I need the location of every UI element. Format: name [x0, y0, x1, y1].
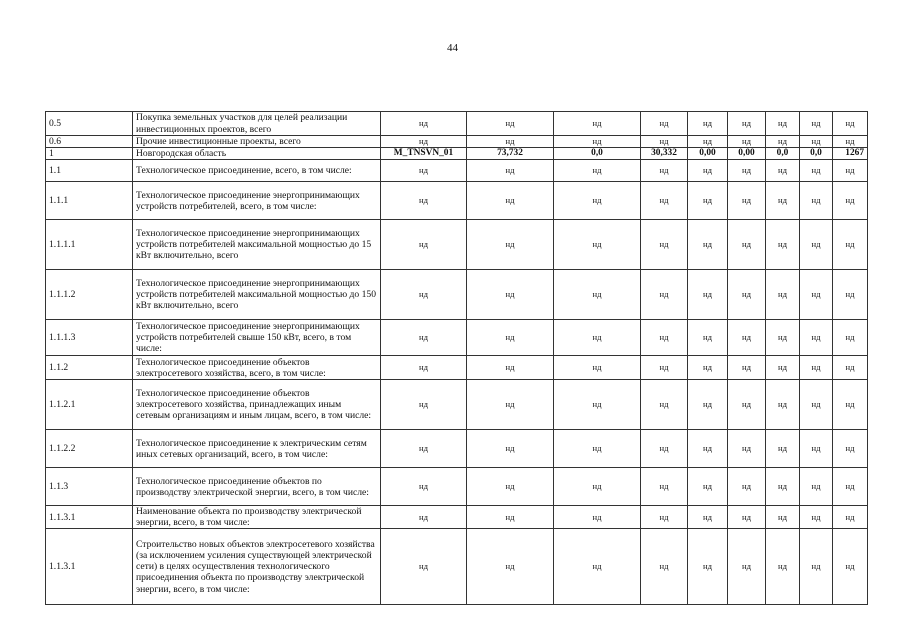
row-value: нд — [641, 529, 688, 605]
row-value: нд — [554, 112, 641, 136]
row-value: нд — [728, 270, 766, 320]
row-value: нд — [381, 136, 467, 148]
row-value: нд — [554, 182, 641, 220]
table-row — [46, 182, 868, 220]
row-value: нд — [766, 112, 800, 136]
row-value: нд — [467, 182, 554, 220]
row-value: 0,0 — [800, 148, 833, 160]
row-value: нд — [467, 270, 554, 320]
investment-table — [45, 111, 868, 605]
row-value: нд — [766, 220, 800, 270]
row-value: нд — [381, 506, 467, 529]
row-value: нд — [766, 529, 800, 605]
row-value: нд — [688, 356, 728, 380]
table-row — [46, 270, 868, 320]
row-value: нд — [800, 506, 833, 529]
row-value: нд — [688, 112, 728, 136]
row-value: нд — [554, 380, 641, 430]
row-name: Технологическое присоединение объектов электросетевого хозяйства, всего, в том числе: — [133, 356, 381, 380]
row-value: нд — [641, 356, 688, 380]
table-row — [46, 356, 868, 380]
row-value: нд — [766, 270, 800, 320]
row-value: нд — [833, 430, 868, 468]
row-value: нд — [381, 270, 467, 320]
row-value: нд — [381, 220, 467, 270]
row-value: нд — [800, 182, 833, 220]
table-row — [46, 160, 868, 182]
row-value: нд — [688, 160, 728, 182]
row-value: нд — [728, 356, 766, 380]
row-value: нд — [800, 220, 833, 270]
table-row — [46, 112, 868, 136]
row-value: нд — [554, 356, 641, 380]
row-value: нд — [641, 430, 688, 468]
row-value: нд — [688, 506, 728, 529]
row-value: нд — [833, 182, 868, 220]
row-value: M_TNSVN_01 — [381, 148, 467, 160]
row-code: 1.1.1 — [46, 182, 133, 220]
row-name: Технологическое присоединение, всего, в том числе: — [133, 160, 381, 182]
row-name: Технологическое присоединение энергопринимающих устройств потребителей свыше 150 кВт, всего, в том числе: — [133, 320, 381, 356]
row-value: нд — [467, 160, 554, 182]
row-name: Строительство новых объектов электросетевого хозяйства (за исключением усиления существующей электрической сети) в целях осуществления технологического присоединения объекта по производству электрической энергии, всего, в том числе: — [133, 529, 381, 605]
row-value: нд — [381, 430, 467, 468]
row-value: нд — [800, 380, 833, 430]
row-code: 1.1.1.2 — [46, 270, 133, 320]
row-value: нд — [833, 136, 868, 148]
row-code: 0.6 — [46, 136, 133, 148]
page-number: 44 — [447, 42, 458, 54]
row-value: нд — [554, 220, 641, 270]
row-code: 1.1.1.3 — [46, 320, 133, 356]
row-value: нд — [728, 160, 766, 182]
row-value: нд — [554, 529, 641, 605]
row-value: нд — [467, 380, 554, 430]
row-value: нд — [688, 182, 728, 220]
table-row — [46, 320, 868, 356]
table-row — [46, 529, 868, 605]
row-value: нд — [688, 220, 728, 270]
row-value: нд — [554, 506, 641, 529]
row-name: Технологическое присоединение объектов по производству электрической энергии, всего, в том числе: — [133, 468, 381, 506]
row-value: нд — [833, 506, 868, 529]
row-value: нд — [467, 356, 554, 380]
row-value: нд — [554, 160, 641, 182]
row-name: Технологическое присоединение к электрическим сетям иных сетевых организаций, всего, в том числе: — [133, 430, 381, 468]
row-code: 1.1.2.2 — [46, 430, 133, 468]
row-name: Наименование объекта по производству электрической энергии, всего, в том числе: — [133, 506, 381, 529]
row-value: нд — [766, 468, 800, 506]
row-value: нд — [833, 320, 868, 356]
row-value: нд — [766, 430, 800, 468]
row-value: нд — [641, 468, 688, 506]
row-value: нд — [641, 220, 688, 270]
row-value: нд — [728, 529, 766, 605]
row-value: нд — [381, 380, 467, 430]
row-code: 1 — [46, 148, 133, 160]
row-value: нд — [381, 160, 467, 182]
table-row — [46, 506, 868, 529]
row-code: 1.1 — [46, 160, 133, 182]
row-value: нд — [688, 270, 728, 320]
row-code: 1.1.3.1 — [46, 529, 133, 605]
row-value: нд — [728, 112, 766, 136]
row-code: 1.1.2 — [46, 356, 133, 380]
row-value: нд — [766, 136, 800, 148]
row-value: нд — [800, 468, 833, 506]
row-value: нд — [688, 136, 728, 148]
table-row — [46, 148, 868, 160]
row-value: нд — [467, 136, 554, 148]
row-value: нд — [641, 182, 688, 220]
table-row — [46, 380, 868, 430]
row-value: нд — [766, 320, 800, 356]
row-value: нд — [641, 320, 688, 356]
row-code: 1.1.3 — [46, 468, 133, 506]
row-value: нд — [800, 320, 833, 356]
row-value: нд — [381, 356, 467, 380]
row-value: нд — [381, 182, 467, 220]
table-body — [46, 112, 868, 605]
row-value: 0,00 — [728, 148, 766, 160]
row-value: нд — [688, 380, 728, 430]
row-name: Технологическое присоединение объектов электросетевого хозяйства, принадлежащих иным сетевым организациям и иным лицам, всего, в том числе: — [133, 380, 381, 430]
row-value: 0,00 — [688, 148, 728, 160]
row-value: нд — [688, 529, 728, 605]
row-value: нд — [833, 220, 868, 270]
row-value: нд — [728, 380, 766, 430]
row-value: нд — [833, 529, 868, 605]
row-value: нд — [800, 136, 833, 148]
row-value: нд — [833, 380, 868, 430]
row-value: нд — [728, 220, 766, 270]
row-code: 1.1.2.1 — [46, 380, 133, 430]
row-value: нд — [800, 356, 833, 380]
row-value: нд — [467, 430, 554, 468]
row-name: Технологическое присоединение энергопринимающих устройств потребителей, всего, в том числе: — [133, 182, 381, 220]
row-value: нд — [554, 468, 641, 506]
row-value: нд — [467, 468, 554, 506]
row-value: нд — [800, 270, 833, 320]
row-value: нд — [467, 220, 554, 270]
row-value: нд — [766, 380, 800, 430]
row-value: нд — [800, 430, 833, 468]
row-value: нд — [688, 320, 728, 356]
row-value: нд — [554, 430, 641, 468]
row-code: 0.5 — [46, 112, 133, 136]
table-row — [46, 136, 868, 148]
row-name: Технологическое присоединение энергопринимающих устройств потребителей максимальной мощностью до 15 кВт включительно, всего — [133, 220, 381, 270]
row-value: нд — [800, 529, 833, 605]
row-value: нд — [728, 468, 766, 506]
row-value: 30,332 — [641, 148, 688, 160]
row-name: Технологическое присоединение энергопринимающих устройств потребителей максимальной мощностью до 150 кВт включительно, всего — [133, 270, 381, 320]
row-value: нд — [381, 529, 467, 605]
row-name: Прочие инвестиционные проекты, всего — [133, 136, 381, 148]
row-value: 0,0 — [766, 148, 800, 160]
table-row — [46, 430, 868, 468]
row-value: нд — [728, 506, 766, 529]
row-value: нд — [766, 356, 800, 380]
row-value: нд — [467, 112, 554, 136]
row-value: нд — [728, 430, 766, 468]
row-value: нд — [833, 468, 868, 506]
row-value: нд — [467, 506, 554, 529]
row-name: Покупка земельных участков для целей реализации инвестиционных проектов, всего — [133, 112, 381, 136]
row-value: нд — [381, 320, 467, 356]
row-value: нд — [833, 160, 868, 182]
row-value: нд — [381, 112, 467, 136]
row-value: нд — [641, 112, 688, 136]
row-code: 1.1.1.1 — [46, 220, 133, 270]
row-value: 73,732 — [467, 148, 554, 160]
row-value: нд — [800, 112, 833, 136]
row-name: Новгородская область — [133, 148, 381, 160]
row-value: нд — [800, 160, 833, 182]
row-value: нд — [641, 160, 688, 182]
row-value: нд — [641, 380, 688, 430]
table-row — [46, 220, 868, 270]
row-value: нд — [833, 356, 868, 380]
row-value: нд — [833, 112, 868, 136]
row-value: нд — [688, 468, 728, 506]
row-value: нд — [554, 270, 641, 320]
row-value: нд — [766, 506, 800, 529]
row-value: нд — [728, 136, 766, 148]
row-value: нд — [641, 270, 688, 320]
row-value: нд — [728, 320, 766, 356]
row-value: 1267 — [833, 148, 868, 160]
row-value: нд — [467, 320, 554, 356]
row-value: нд — [381, 468, 467, 506]
table-row — [46, 468, 868, 506]
row-value: нд — [467, 529, 554, 605]
row-value: 0,0 — [554, 148, 641, 160]
row-value: нд — [766, 160, 800, 182]
row-value: нд — [641, 506, 688, 529]
row-code: 1.1.3.1 — [46, 506, 133, 529]
row-value: нд — [641, 136, 688, 148]
row-value: нд — [554, 320, 641, 356]
row-value: нд — [688, 430, 728, 468]
row-value: нд — [554, 136, 641, 148]
row-value: нд — [833, 270, 868, 320]
row-value: нд — [728, 182, 766, 220]
row-value: нд — [766, 182, 800, 220]
